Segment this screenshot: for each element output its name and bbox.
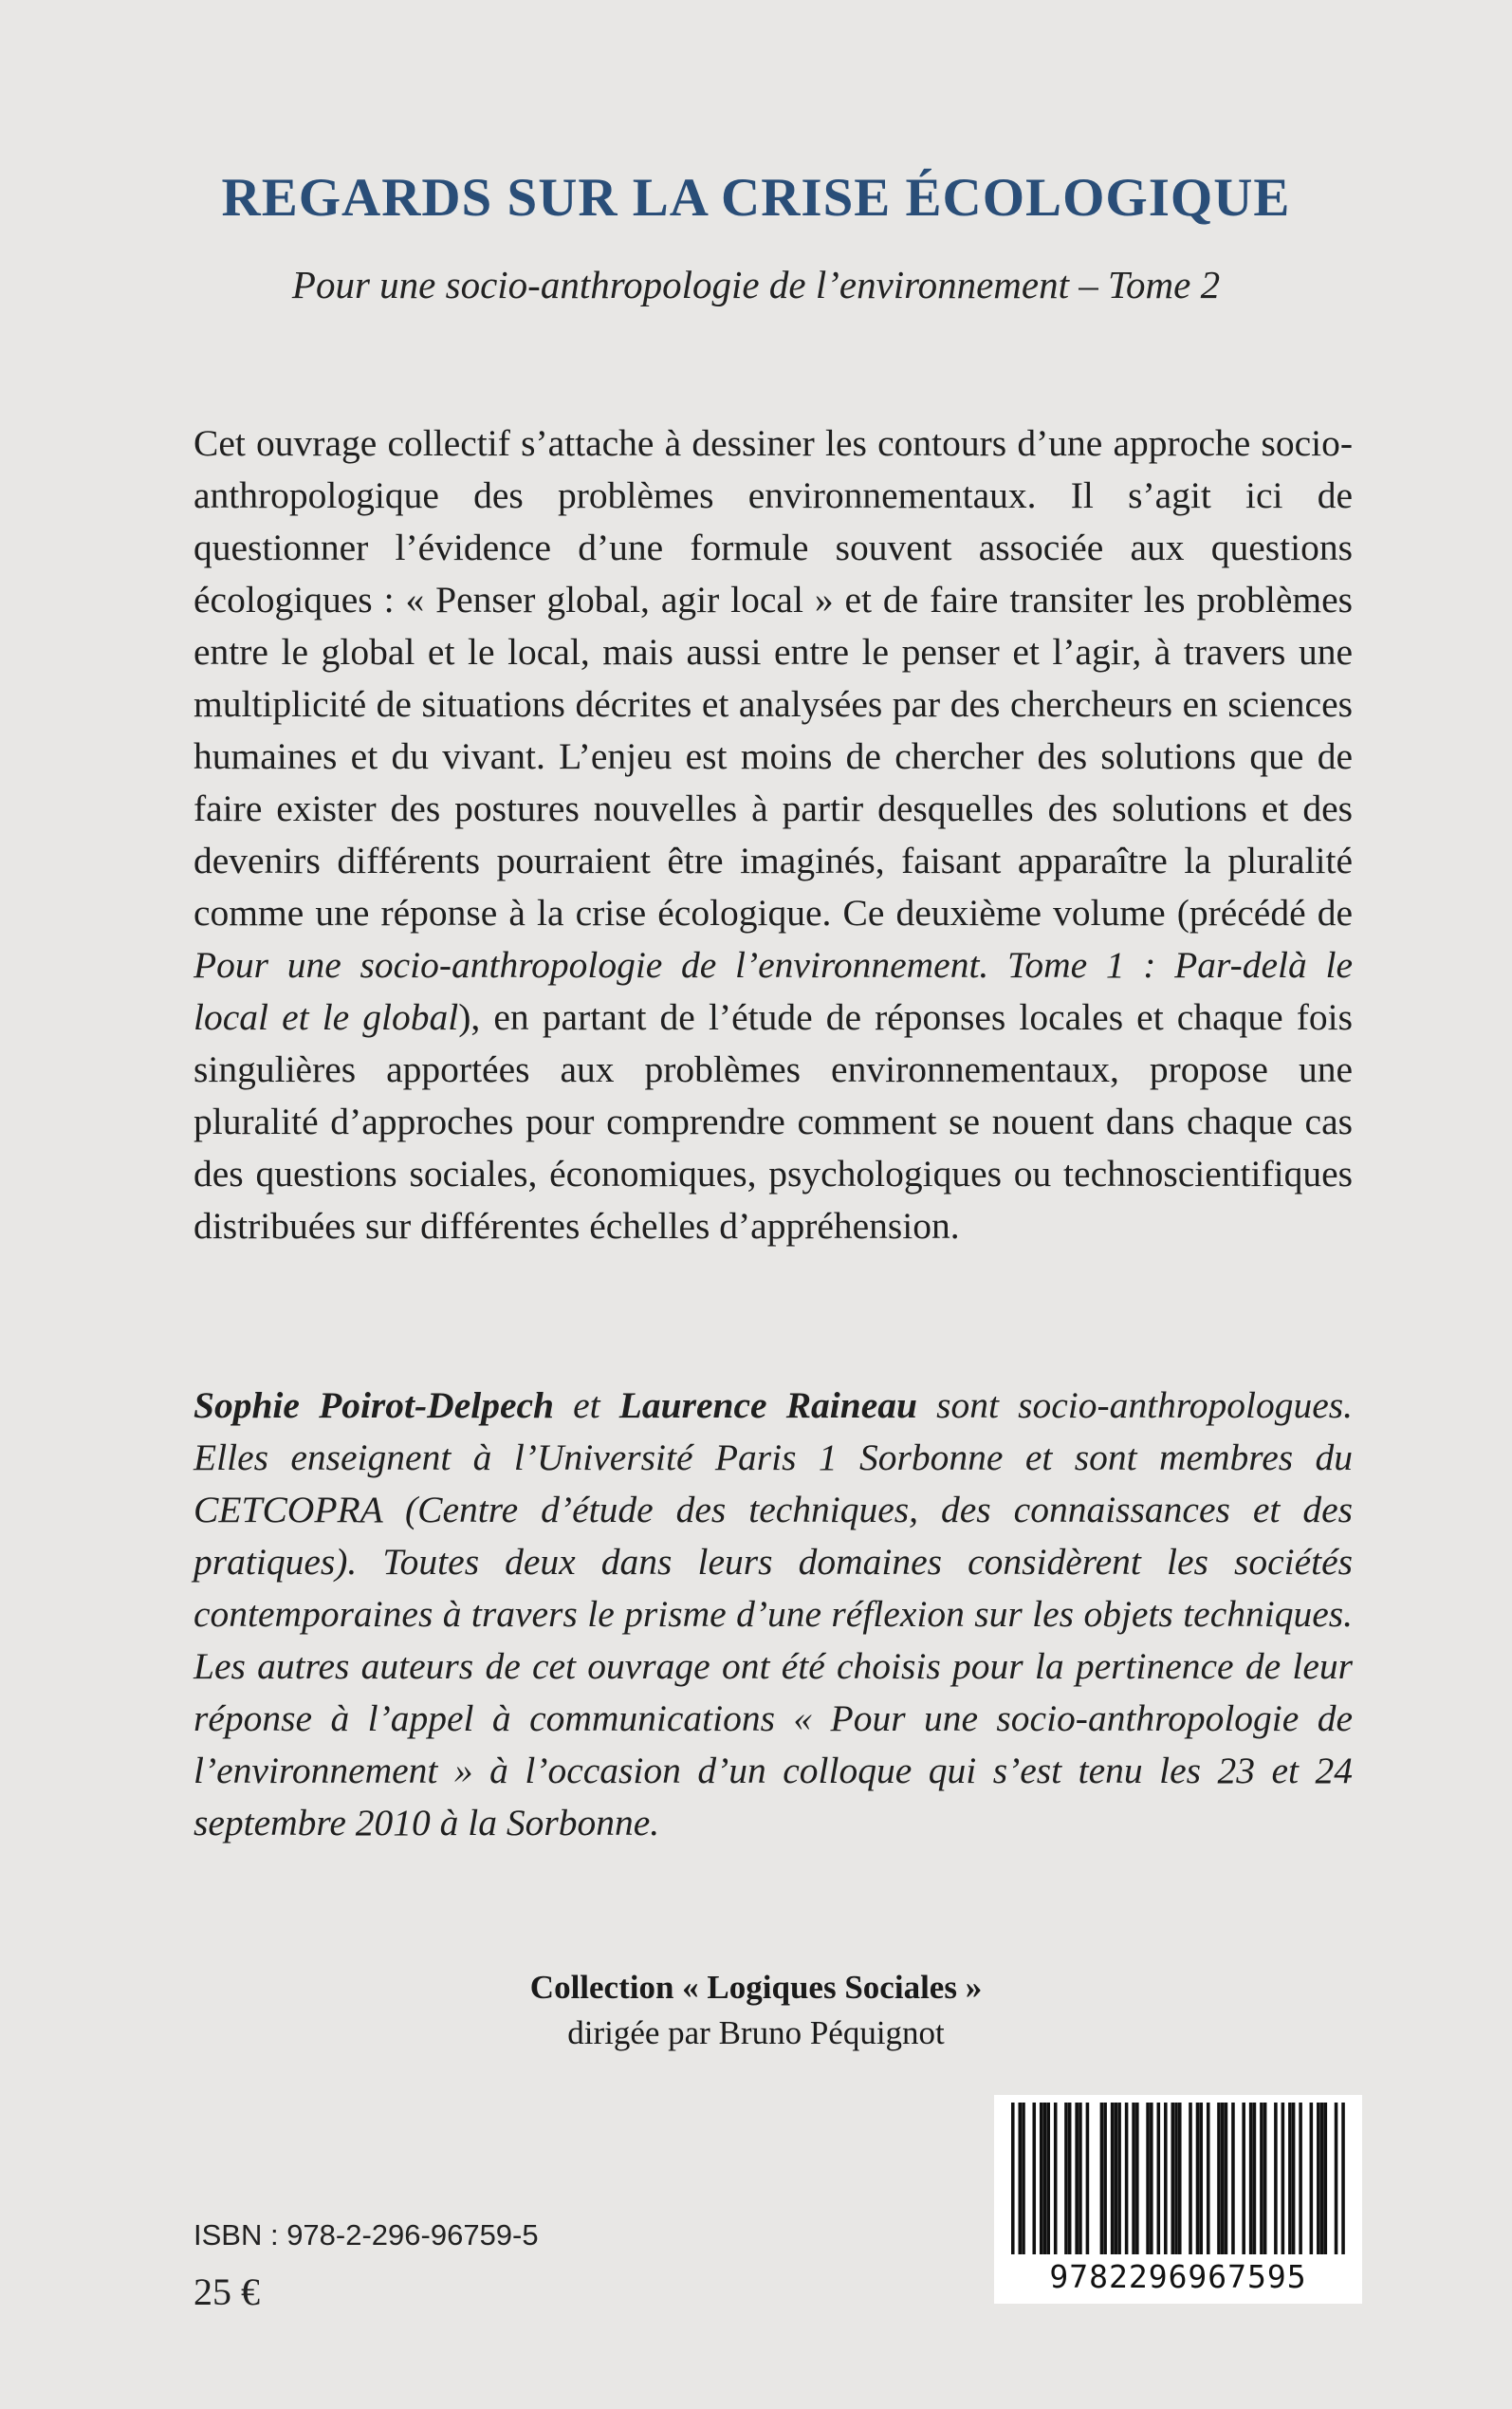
barcode-bar <box>1046 2103 1050 2254</box>
barcode-bar <box>1103 2103 1107 2254</box>
collection-director: dirigée par Bruno Péquignot <box>567 2014 945 2051</box>
barcode-bar <box>1018 2103 1022 2254</box>
barcode-bar <box>1032 2103 1036 2254</box>
barcode-bar <box>1292 2103 1296 2254</box>
summary-paragraph <box>194 417 1353 1252</box>
barcode-bar <box>1174 2103 1178 2254</box>
barcode-bar <box>1189 2103 1192 2254</box>
barcode-bar <box>1135 2103 1139 2254</box>
barcode-bar <box>1260 2103 1263 2254</box>
price-label: 25 € <box>194 2270 260 2313</box>
barcode-bar <box>1341 2103 1345 2254</box>
barcode-bar <box>1157 2103 1161 2254</box>
barcode-bar <box>1117 2103 1121 2254</box>
barcode-bar <box>1199 2103 1203 2254</box>
barcode-bar <box>1011 2103 1015 2254</box>
barcode-bar <box>1086 2103 1090 2254</box>
barcode-bar <box>1100 2103 1104 2254</box>
barcode-bar <box>1253 2103 1257 2254</box>
barcode-bar <box>1054 2103 1058 2254</box>
barcode-number: 9782296967595 <box>1049 2258 1307 2295</box>
barcode-bar <box>1064 2103 1068 2254</box>
barcode-bar <box>1217 2103 1221 2254</box>
barcode-bar <box>1111 2103 1115 2254</box>
barcode-bar <box>1150 2103 1153 2254</box>
barcode-bar <box>1225 2103 1228 2254</box>
barcode-bar <box>1242 2103 1245 2254</box>
barcode-bar <box>1040 2103 1043 2254</box>
barcode-bar <box>1317 2103 1320 2254</box>
barcode-bars-graphic <box>1011 2103 1345 2262</box>
barcode-bar <box>1164 2103 1168 2254</box>
barcode <box>994 2095 1362 2304</box>
collection-name: Collection « Logiques Sociales » <box>529 1969 983 2006</box>
barcode-bar <box>1171 2103 1175 2254</box>
summary-text-start: Cet ouvrage collectif s’attache à dessiner les contours d’une approche socio-anthropologique des problèmes environnementaux. Il s’agit ici de questionner l’évidence d’une formule souvent associée aux questions écologiques : « Penser global, agir local » et de faire transiter les problèmes entre le global et le local, mais aussi entre le penser et l’agir, à travers une multiplicité de situations décrites et analysées par des chercheurs en sciences humaines et du vivant. L’enjeu est moins de chercher des solutions que de faire exister des postures nouvelles à partir desquelles des solutions et des devenirs différents pourraient être imaginés, faisant apparaître la pluralité comme une réponse à la crise écologique. Ce deuxième volume (précédé de <box>194 422 1353 934</box>
author-connector: et <box>554 1384 619 1426</box>
barcode-bar <box>1263 2103 1267 2254</box>
barcode-bar <box>1288 2103 1292 2254</box>
barcode-bar <box>1115 2103 1118 2254</box>
barcode-bar <box>1068 2103 1072 2254</box>
barcode-bar <box>1299 2103 1302 2254</box>
barcode-bar <box>1125 2103 1129 2254</box>
author-bio-text: sont socio-anthropologues. Elles enseignent à l’Université Paris 1 Sorbonne et sont membres du CETCOPRA (Centre d’étude des techniques, des connaissances et des pratiques). Toutes deux dans leurs domaines considèrent les sociétés contemporaines à travers le prisme d’une réflexion sur les objets techniques. Les autres auteurs de cet ouvrage ont été choisis pour la pertinence de leur réponse à l’appel à communications « Pour une socio-anthropologie de l’environnement » à l’occasion d’un colloque qui s’est tenu les 23 et 24 septembre 2010 à la Sorbonne. <box>194 1384 1354 1844</box>
author-name-2: Laurence Raineau <box>618 1384 917 1426</box>
previous-volume-title: Pour une socio-anthropologie de l’environnement. Tome 1 : Par-delà le local et le global <box>194 944 1353 1038</box>
barcode-bar <box>1043 2103 1047 2254</box>
summary-text-end: ), en partant de l’étude de réponses locales et chaque fois singulières apportées aux problèmes environnementaux, propose une pluralité d’approches pour comprendre comment se nouent dans chaque cas des questions sociales, économiques, psychologiques ou technoscientifiques distribuées sur différentes échelles d’appréhension. <box>194 996 1353 1247</box>
barcode-bar <box>1310 2103 1314 2254</box>
author-bio-paragraph <box>194 1380 1353 1849</box>
barcode-bar <box>1249 2103 1253 2254</box>
author-name-1: Sophie Poirot-Delpech <box>194 1384 554 1426</box>
barcode-bar <box>1335 2103 1338 2254</box>
barcode-bar <box>1178 2103 1182 2254</box>
barcode-bar <box>1221 2103 1225 2254</box>
barcode-bar <box>1196 2103 1200 2254</box>
barcode-bar <box>1282 2103 1285 2254</box>
barcode-bar <box>1231 2103 1235 2254</box>
barcode-bar <box>1079 2103 1082 2254</box>
book-title: REGARDS SUR LA CRISE ÉCOLOGIQUE <box>221 168 1291 228</box>
barcode-bar <box>1274 2103 1278 2254</box>
barcode-bar <box>1022 2103 1025 2254</box>
book-subtitle: Pour une socio-anthropologie de l’environnement – Tome 2 <box>291 263 1221 306</box>
barcode-bar <box>1324 2103 1328 2254</box>
barcode-bar <box>1146 2103 1150 2254</box>
isbn-label: ISBN : 978-2-296-96759-5 <box>194 2218 539 2251</box>
barcode-bar <box>1320 2103 1324 2254</box>
barcode-bar <box>1075 2103 1079 2254</box>
barcode-bar <box>1207 2103 1210 2254</box>
barcode-bar <box>1132 2103 1135 2254</box>
